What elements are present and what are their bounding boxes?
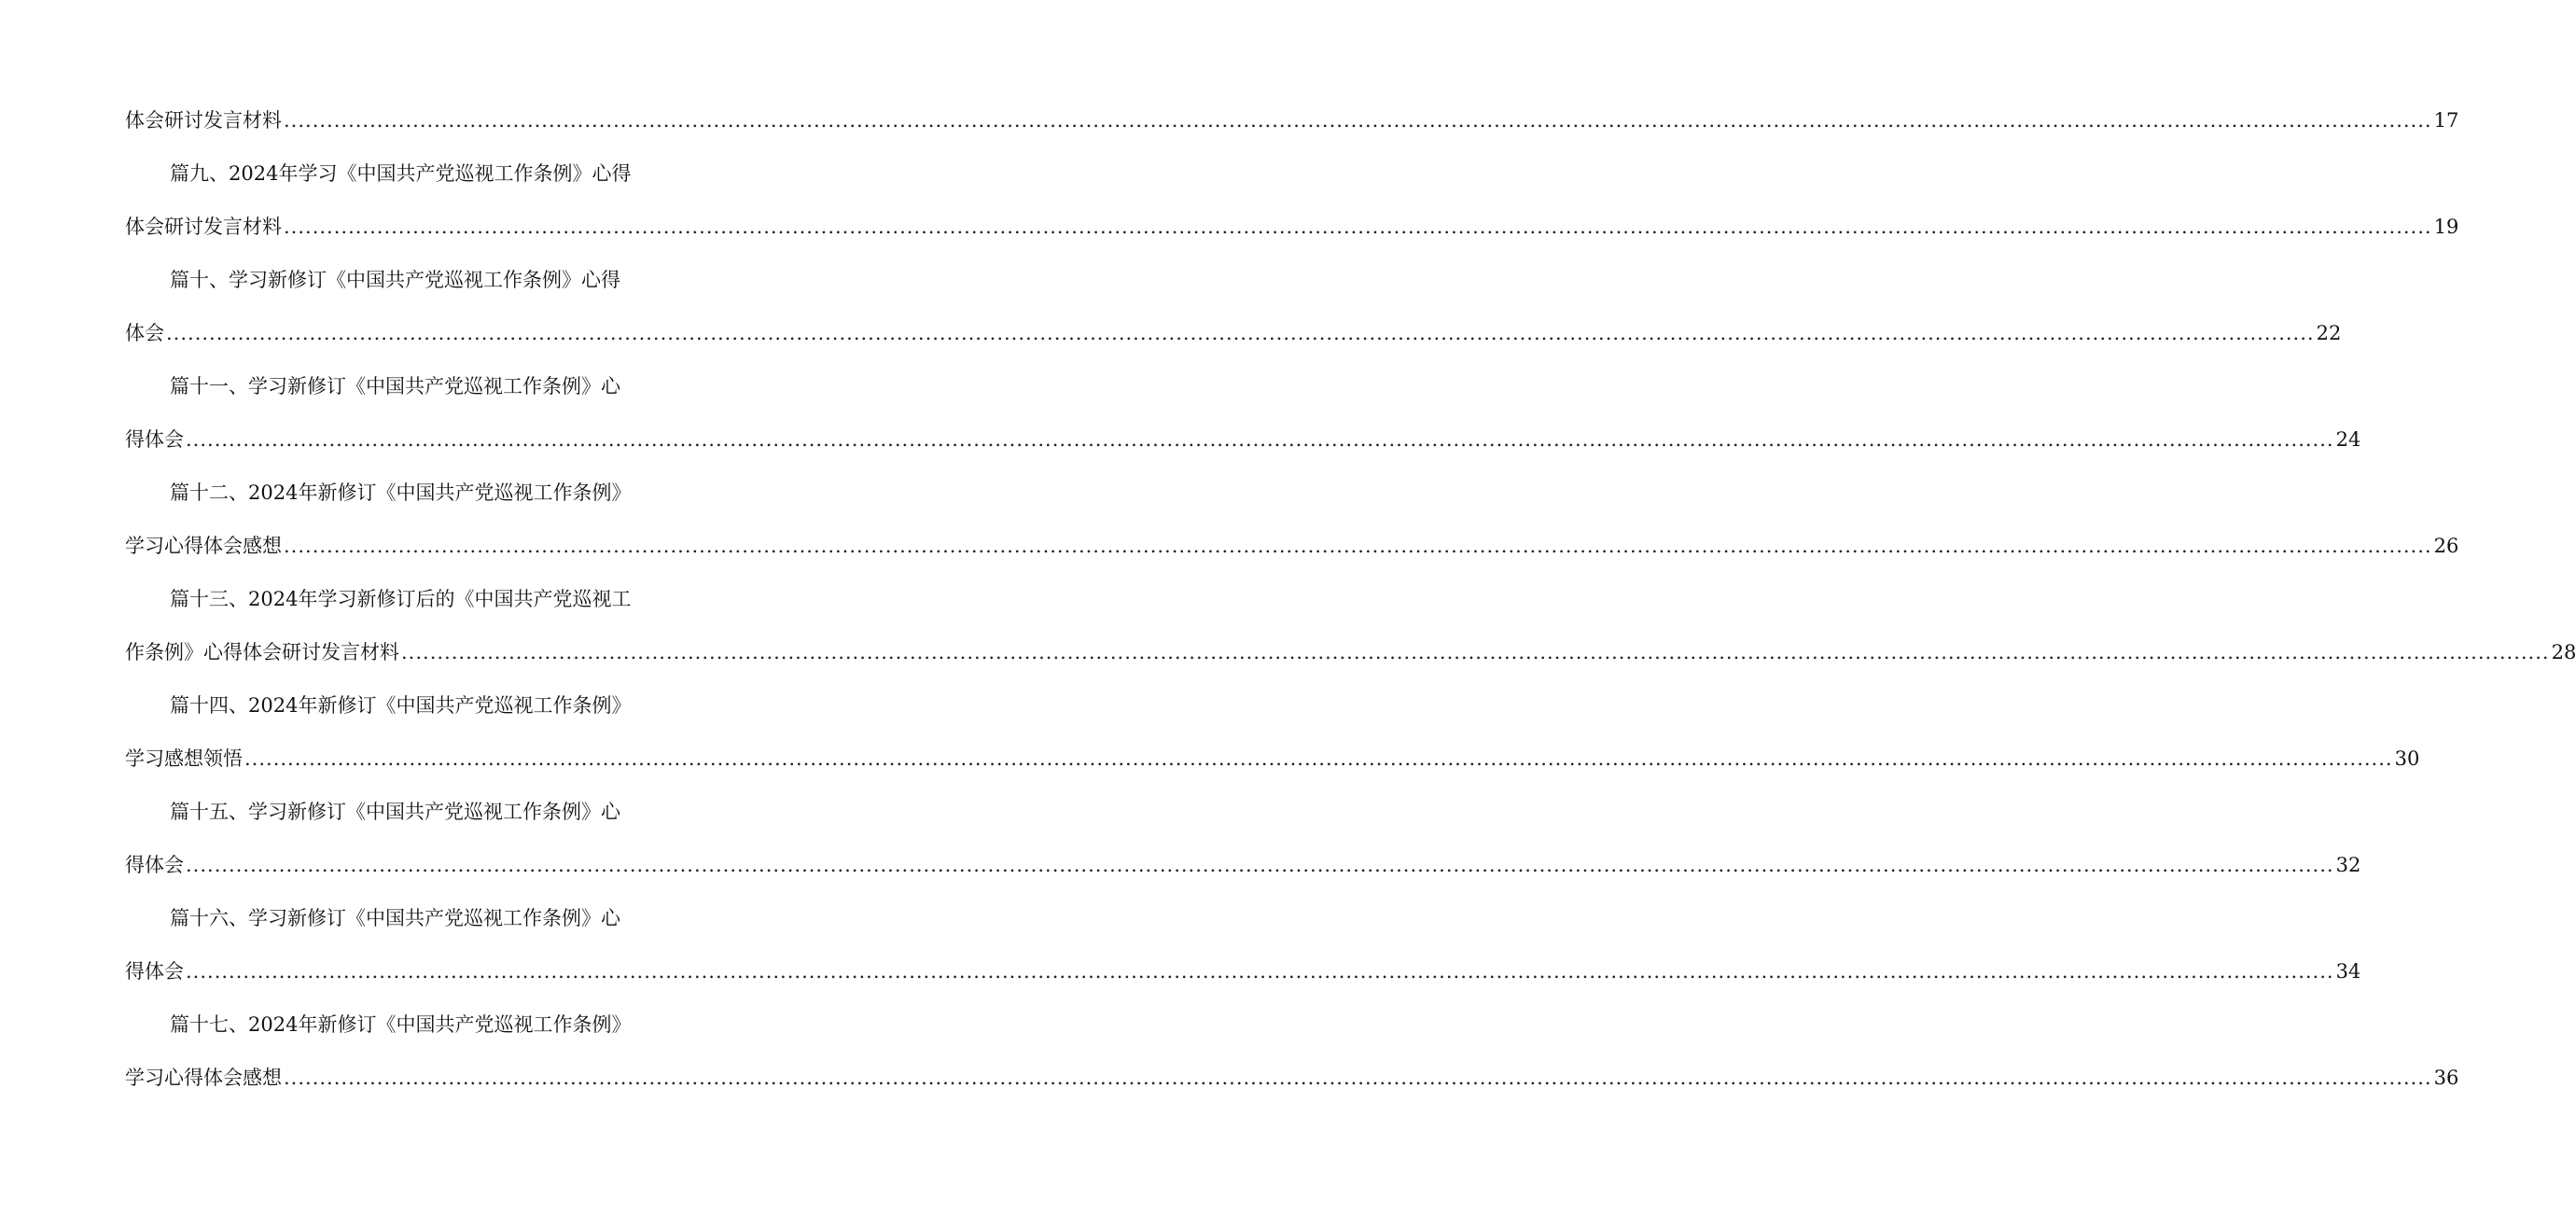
toc-entry-text: 学习感想领悟: [125, 747, 243, 770]
dot-leader: ............................................................................................................................................................................................................................................................................................................: [284, 1067, 2432, 1089]
toc-entry-text: 得体会: [125, 854, 184, 876]
dot-leader: ............................................................................................................................................................................................................................................................................................................: [186, 854, 2334, 876]
page-number: 36: [2433, 1067, 2459, 1089]
toc-entry-text: 学习心得体会感想: [125, 535, 282, 557]
dot-leader: ............................................................................................................................................................................................................................................................................................................: [284, 535, 2432, 557]
toc-entry-line[interactable]: [125, 201, 2459, 254]
toc-entry-title: 篇十四、2024年新修订《中国共产党巡视工作条例》: [170, 694, 632, 717]
toc-entry-text: 体会研讨发言材料: [125, 109, 282, 132]
toc-entry-title: 篇十三、2024年学习新修订后的《中国共产党巡视工: [170, 588, 632, 610]
toc-entry-line[interactable]: [125, 413, 2361, 467]
toc-entry-line[interactable]: [125, 94, 2459, 147]
toc-entry-title: 篇十二、2024年新修订《中国共产党巡视工作条例》: [170, 481, 632, 504]
toc-entry-title: 篇十、学习新修订《中国共产党巡视工作条例》心得: [170, 269, 620, 291]
toc-entry-line[interactable]: [125, 626, 2576, 679]
toc-entry-line[interactable]: [125, 307, 2342, 360]
page-number: 30: [2394, 747, 2420, 770]
toc-entry-title: 篇十七、2024年新修订《中国共产党巡视工作条例》: [170, 1013, 632, 1036]
dot-leader: ............................................................................................................................................................................................................................................................................................................: [186, 960, 2334, 983]
page-number: 24: [2335, 428, 2361, 451]
dot-leader: ............................................................................................................................................................................................................................................................................................................: [284, 109, 2432, 132]
toc-entry-line[interactable]: [125, 945, 2361, 998]
toc-entry-line[interactable]: [125, 520, 2459, 573]
page-number: 34: [2335, 960, 2361, 983]
toc-entry-text: 体会: [125, 322, 164, 344]
toc-entry-text: 得体会: [125, 960, 184, 983]
toc-entry-text: 体会研讨发言材料: [125, 216, 282, 238]
toc-entry-text: 得体会: [125, 428, 184, 451]
toc-entry-text: 学习心得体会感想: [125, 1067, 282, 1089]
dot-leader: ............................................................................................................................................................................................................................................................................................................: [401, 641, 2550, 663]
toc-entry-title: 篇十六、学习新修订《中国共产党巡视工作条例》心: [170, 907, 620, 929]
dot-leader: ............................................................................................................................................................................................................................................................................................................: [284, 216, 2432, 238]
toc-entry-line[interactable]: [125, 733, 2420, 786]
page-number: 19: [2433, 216, 2459, 238]
toc-entry-line[interactable]: [125, 839, 2361, 892]
page-number: 17: [2433, 109, 2459, 132]
page-number: 32: [2335, 854, 2361, 876]
toc-entry-line[interactable]: [125, 1052, 2459, 1105]
toc-entry-title: 篇十一、学习新修订《中国共产党巡视工作条例》心: [170, 375, 620, 398]
page-number: 28: [2551, 641, 2576, 663]
toc-entry-title: 篇九、2024年学习《中国共产党巡视工作条例》心得: [170, 162, 632, 185]
dot-leader: ............................................................................................................................................................................................................................................................................................................: [186, 428, 2334, 451]
page-number: 22: [2316, 322, 2342, 344]
dot-leader: ............................................................................................................................................................................................................................................................................................................: [166, 322, 2315, 344]
toc-entry-text: 作条例》心得体会研讨发言材料: [125, 641, 399, 663]
dot-leader: ............................................................................................................................................................................................................................................................................................................: [244, 747, 2393, 770]
toc-entry-title: 篇十五、学习新修订《中国共产党巡视工作条例》心: [170, 801, 620, 823]
table-of-contents: [125, 94, 2576, 1105]
page-number: 26: [2433, 535, 2459, 557]
